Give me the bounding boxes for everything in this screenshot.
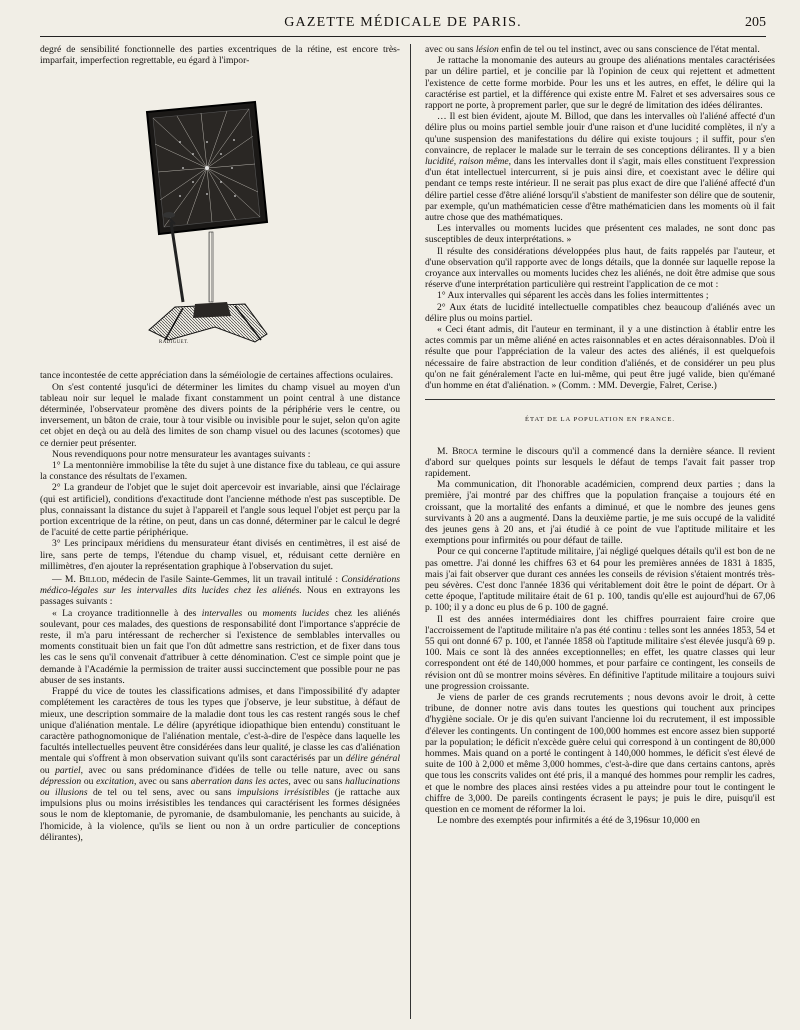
text-run: ou <box>81 775 97 787</box>
text-run: « La croyance traditionnelle à des <box>52 607 202 619</box>
italic-term: impulsions irrésistibles <box>237 786 330 798</box>
text-run: — M. <box>52 574 80 586</box>
italic-term: lucidité, raison même <box>425 156 509 168</box>
page-number: 205 <box>745 15 766 30</box>
text-run: ou <box>40 764 56 776</box>
italic-term: délire général <box>345 753 400 765</box>
italic-term: moments lucides <box>262 607 330 619</box>
perimeter-apparatus-illustration <box>135 72 285 362</box>
paragraph <box>40 686 400 843</box>
paragraph: Je viens de parler de ces grands recrutements ; nous devons avoir le droit, à cette tribune, de donner notre avis dans toutes les questions qui touchent aux principes d'hygiène sociale. Or je dis qu'en suivant l'ancienne loi du recrutement, il est impossible d'élever les contingents. Un contingent de 100,000 hommes est encore assez bien supporté par la population; le déficit n'excède guère celui qui correspond à un contingent de 80,000 hommes. Mais quand on a porté le contingent à 140,000 hommes, le déficit s'est élevé de suite de 100 à 2,000 et même 3,000 hommes, c'est-à-dire que dans certains cantons, après que tous les conscrits valides ont été pris, il a manqué des hommes pour remplir les cadres, et que le nombre des places ainsi restées vides a pu atteindre pour tout le contingent le chiffre de 3,000. De pareils contingents écrasent le pays; je puis le dire, puisqu'il est question en ce moment de réformer la loi. <box>425 691 775 815</box>
text-run: chez les aliénés soulevant, pour ces malades, des questions de responsabilité dont l'importance s'apprécie de reste, il m'a paru intéressant de rechercher si l'existence de semblables intervalles ou moments constituait bien un fait que l'on dût admettre sans restriction, et de fixer dans tous les cas le sens qu'il convenait d'attribuer à cette dénomination. C'est ce simple point que je demande à l'Académie la permission de traiter aussi succinctement que possible pour ne pas abuser de ses instants. <box>40 607 400 686</box>
page-header <box>40 12 766 37</box>
author-name: Broca <box>452 445 478 457</box>
section-rule <box>425 399 775 400</box>
left-column <box>40 44 400 1019</box>
engraver-credit: RADIGUET. <box>159 340 189 346</box>
italic-term: aberration dans les actes <box>190 775 289 787</box>
italic-term: lésion <box>475 44 499 55</box>
column-divider <box>410 44 411 1019</box>
paragraph: 2° La grandeur de l'objet que le sujet doit apercevoir est invariable, ainsi que l'éclairage (qui est artificiel), conditions d'exactitude dont l'ancienne méthode n'est pas susceptible. De plus, connaissant la distance du sujet à l'appareil et l'angle sous lequel l'objet est perçu par la portion excentrique de la rétine, on peut, dans un cas donné, déterminer par le calcul le degré de l'acuité de cette partie périphérique. <box>40 482 400 539</box>
text-run: Frappé du vice de toutes les classifications admises, et dans l'impossibilité d'y adapter complétement les caractères de tous les types que j'observe, je leur substitue, à défaut de mieux, une description sommaire de la maladie dont tous les cas restent rangés sous le chef unique d'aliénation mentale. Le délire (apyrétique idiopathique bien entendu) constituant le caractère pathognomonique de l'aliénation mentale, c'est-à-dire de l'espèce dans laquelle les facultés intellectuelles peuvent être considérées dans leur qualité, je classe les cas d'aliénation mentale qui s'offrent à mon observation suivant qu'ils sont caractérisés par un <box>40 686 400 765</box>
paragraph <box>40 608 400 686</box>
paragraph: Ma communication, dit l'honorable académicien, comprend deux parties ; dans la première, j'ai montré par des chiffres que la population française a toujours été en croissant, que la mortalité des enfants a diminué, et que le nombre des jeunes gens survivants à 20 ans a augmenté. Dans la deuxième partie, je me suis occupé de la validité des jeunes gens à 20 ans, et j'ai étudié à ce point de vue l'aptitude militaire et les exemptions pour infirmités ou pour défaut de taille. <box>425 479 775 547</box>
paragraph: 2° Aux états de lucidité intellectuelle compatibles chez beaucoup d'aliénés avec un délire plus ou moins partiel. <box>425 301 775 324</box>
right-column <box>425 44 775 1019</box>
paragraph: tance incontestée de cette appréciation dans la séméiologie de certaines affections oculaires. <box>40 370 394 382</box>
paper-title: Considérations médico-légales sur les intervalles dits lucides chez les aliénés. <box>40 574 400 597</box>
text-run: , avec ou sans <box>288 775 346 787</box>
paragraph: On s'est contenté jusqu'ici de déterminer les limites du champ visuel au moyen d'un tableau noir sur lequel le malade fixant constamment un point central à une distance déterminée, l'observateur promène des divers points de la périphérie vers le centre, ou inversement, un bâton de craie, tour à tour visible ou invisible pour le sujet, selon qu'on agite cet objet en deçà ou au delà des limites de son champ visuel ou des lacunes (scotomes) que ce dernier peut présenter. <box>40 381 400 449</box>
paragraph: 1° Aux intervalles qui séparent les accès dans les folies intermittentes ; <box>437 290 709 302</box>
paragraph: Il résulte des considérations développées plus haut, de faits rappelés par l'auteur, et d'une observation qu'il rapporte avec de longs détails, que la donnée sur laquelle repose la croyance aux intervalles ou moments lucides chez les aliénés, ne doit être admise que sous réserve d'une interprétation particulière qui restreint l'application de ce mot : <box>425 245 775 291</box>
paragraph: 3° Les principaux méridiens du mensurateur étant divisés en centimètres, il est aisé de lire, sans perte de temps, l'étendue du champ visuel, et, réduisant cette dernière en millimètres, d'en ajouter la représentation graphique à l'observation du sujet. <box>40 538 400 572</box>
apparatus-engraving <box>135 72 285 362</box>
italic-term: partiel <box>55 764 81 776</box>
paragraph: « Ceci étant admis, dit l'auteur en terminant, il y a une distinction à établir entre les actes commis par un même aliéné en actes raisonnables et en actes déraisonnables. D'où il résulte que pour l'appréciation de la valeur des actes des aliénés, il est quelquefois nécessaire de faire abstraction de leur condition d'aliénés, et de considérer un peu plus qu'on ne fait généralement l'acte en lui-même, qui peut être jugé valide, bien qu'émané d'un homme en état d'aliénation. » (Comm. : MM. Devergie, Falret, Cerise.) <box>425 324 775 392</box>
paragraph <box>425 446 775 480</box>
paragraph: Je rattache la monomanie des auteurs au groupe des aliénations mentales caractérisées par un délire partiel, et je concilie par là l'opinion de ceux qui rejettent et admettent l'existence de cette forme morbide. Pour les uns et les autres, en effet, le délire qui la caractérise est partiel, et la différence qui existe entre M. Falret et ses adversaires sous ce rapport ne porte, à proprement parler, que sur le degré de limitation des idées délirantes. <box>425 55 775 112</box>
author-name: Billod <box>79 574 107 586</box>
italic-term: hallucinations ou illusions <box>40 775 400 798</box>
paragraph: Nous revendiquons pour notre mensurateur les avantages suivants : <box>52 448 311 460</box>
text-run: avec ou sans <box>425 44 476 55</box>
text-run: , avec ou sans prédominance d'idées de telle ou telle nature, avec ou sans <box>80 764 400 776</box>
paragraph: 1° La mentonnière immobilise la tête du sujet à une distance fixe du tableau, ce qui assure la constance des résultats de l'examen. <box>40 460 400 483</box>
text-run: … Il est bien évident, ajoute M. Billod, que dans les intervalles où l'aliéné affecté d'un délire plus ou moins partiel semble jouir d'une raison et d'une lucidité complètes, il n'y a qu'une suspension des manifestations du délire qui existe toujours ; il suffit, pour s'en convaincre, de replacer le malade sur le terrain de ses conceptions délirantes. Il y a bien <box>425 111 775 156</box>
paragraph: Pour ce qui concerne l'aptitude militaire, j'ai négligé quelques détails qu'il est bon de ne pas omettre. J'ai donné les chiffres 63 et 64 pour les premières années de 1831 à 1835, mais j'ai fait observer que durant ces années les conseils de révision s'étaient montrés très-peu sévères. C'est donc l'année 1836 qui véritablement doit être le point de départ. Or à cette époque, l'aptitude militaire était de 61 p. 100, tandis qu'elle est aujourd'hui de 67,06 p. 100; il y a donc eu plus de 6 p. 100 de gagné. <box>425 546 775 614</box>
text-run: M. <box>437 445 453 457</box>
text-run: ou <box>242 607 263 619</box>
italic-term: excitation <box>96 775 134 787</box>
text-run: , médecin de l'asile Sainte-Gemmes, lit un travail intitulé : <box>106 574 342 586</box>
text-run: de tel ou tel sens, avec ou sans <box>87 786 237 798</box>
paragraph: Les intervalles ou moments lucides que présentent ces malades, ne sont donc pas susceptibles de deux interprétations. » <box>425 223 775 246</box>
paragraph: Le nombre des exemptés pour infirmités a été de 3,196sur 10,000 en <box>437 815 700 827</box>
paragraph: degré de sensibilité fonctionnelle des parties excentriques de la rétine, est encore très-imparfait, imperfection regrettable, eu égard à l'impor- <box>40 44 400 67</box>
text-run: termine le discours qu'il a commencé dans la dernière séance. Il revient d'abord sur quelques points sur lesquels le défaut de temps l'avait fait passer trop rapidement. <box>425 445 775 479</box>
journal-title: GAZETTE MÉDICALE DE PARIS. <box>284 15 522 30</box>
text-run: , avec ou sans <box>133 775 191 787</box>
paragraph <box>40 574 400 608</box>
paragraph: Il est des années intermédiaires dont les chiffres pourraient faire croire que l'accroissement de l'aptitude militaire n'a pas été continu : telles sont les années 1853, 54 et 55 qui ont donné 67 p. 100, et l'année 1858 où l'aptitude militaire s'est élevée jusqu'à 69 p. 100. Mais ce sont là des années exceptionnelles; en effet, les quatre classes qui leur correspondent ont été de 140,000 hommes, et pour parfaire ce contingent, les conseils de révision ont dû se montrer moins sévères. En définitive l'aptitude militaire a toujours suivi une progression croissante. <box>425 613 775 692</box>
italic-term: dépression <box>40 775 82 787</box>
text-run: enfin de tel ou tel instinct, avec ou sans conscience de l'état mental. <box>498 44 760 55</box>
italic-term: intervalles <box>201 607 243 619</box>
text-run: , dans les intervalles dont il s'agit, mais elles constituent l'expression d'un état intellectuel intercurrent, si je puis ainsi dire, et coexistant avec le délire qui pendant ce temps reste intérieur. Il ne serait pas plus exact de dire que l'aliéné affecté d'un délire partiel cesse d'être aliéné lorsqu'il s'abstient de manifester son délire que de soutenir, par exemple, qu'un mathématicien cesse d'être mathématicien dans les moments où il fait autre chose que des mathématiques. <box>425 156 775 224</box>
text-run: Nous en extrayons les passages suivants : <box>40 585 400 608</box>
text-run: (je rattache aux impulsions plus ou moins irrésistibles les tendances qui caractérisent les formes désignées sous le nom de kleptomanie, de pyromanie, de dsambulomanie, les penchants au suicide, à l'homicide, à la violence, qu'ils se lient ou non à un ordre particulier de conceptions délirantes), <box>40 786 400 843</box>
section-heading: ÉTAT DE LA POPULATION EN FRANCE. <box>524 416 676 424</box>
paragraph <box>425 111 775 223</box>
paragraph <box>425 44 775 55</box>
